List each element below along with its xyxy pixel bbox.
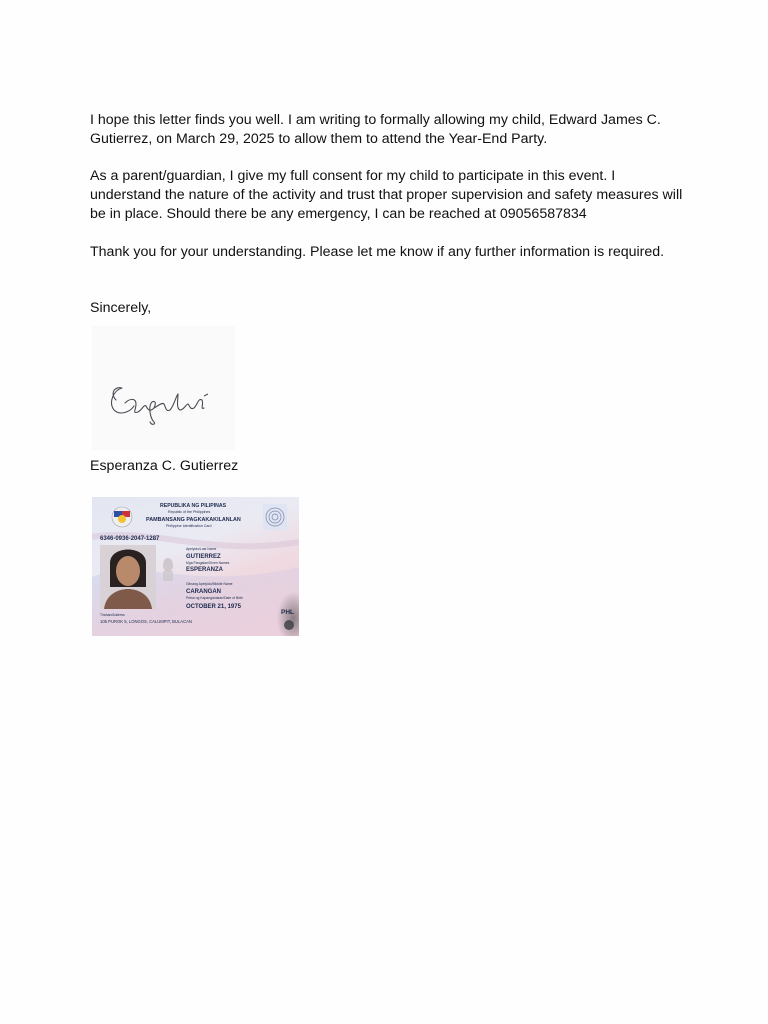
letter-paragraph-2: As a parent/guardian, I give my full consent for my child to participate in this event. I understand the nature of the activity and trust that proper supervision and safety measures will be in place. Should there be any emergency, I can be reached at 09056587834	[90, 168, 683, 222]
letter-paragraph-1: I hope this letter finds you well. I am writing to formally allowing my child, Edward James C. Gutierrez, on March 29, 2025 to allow them to attend the Year-End Party.	[90, 112, 661, 147]
signature-image	[92, 326, 235, 450]
id-address-label: Tirahan/Address	[100, 613, 125, 617]
id-given-names: ESPERANZA	[186, 567, 224, 573]
id-middle-name: CARANGAN	[186, 589, 221, 595]
id-given-names-label: Mga Pangalan/Given Names	[186, 561, 230, 565]
id-country: REPUBLIKA NG PILIPINAS	[160, 503, 227, 509]
id-last-name: GUTIERREZ	[186, 554, 221, 560]
national-id-card-image	[92, 497, 299, 636]
signer-name: Esperanza C. Gutierrez	[90, 458, 239, 474]
id-dob-label: Petsa ng Kapanganakan/Date of Birth	[186, 596, 243, 600]
id-country-en: Republic of the Philippines	[168, 510, 211, 514]
id-country-code: PHL	[281, 609, 294, 616]
id-dob: OCTOBER 21, 1975	[186, 604, 241, 610]
fingerprint-security-icon	[263, 504, 287, 530]
signature-drawing	[92, 326, 235, 450]
id-card-drawing	[92, 497, 299, 636]
id-card-type: Philippine Identification Card	[166, 524, 212, 528]
letter-paragraph-3: Thank you for your understanding. Please let me know if any further information is required.	[90, 244, 665, 260]
philippine-seal-icon	[112, 507, 132, 527]
id-chip-icon	[284, 620, 294, 630]
id-middle-name-label: Gitnang Apelyido/Middle Name	[186, 582, 233, 586]
id-agency: PAMBANSANG PAGKAKAKILANLAN	[146, 517, 241, 523]
id-last-name-label: Apelyido/Last Name	[186, 547, 217, 551]
id-ghost-photo	[163, 558, 173, 581]
id-address: 105 PUROK 5, LONGOS, CALUMPIT, BULACAN	[100, 619, 192, 624]
id-number: 6346-0936-2047-1287	[100, 536, 160, 542]
id-photo	[100, 545, 156, 609]
letter-closing: Sincerely,	[90, 300, 152, 316]
